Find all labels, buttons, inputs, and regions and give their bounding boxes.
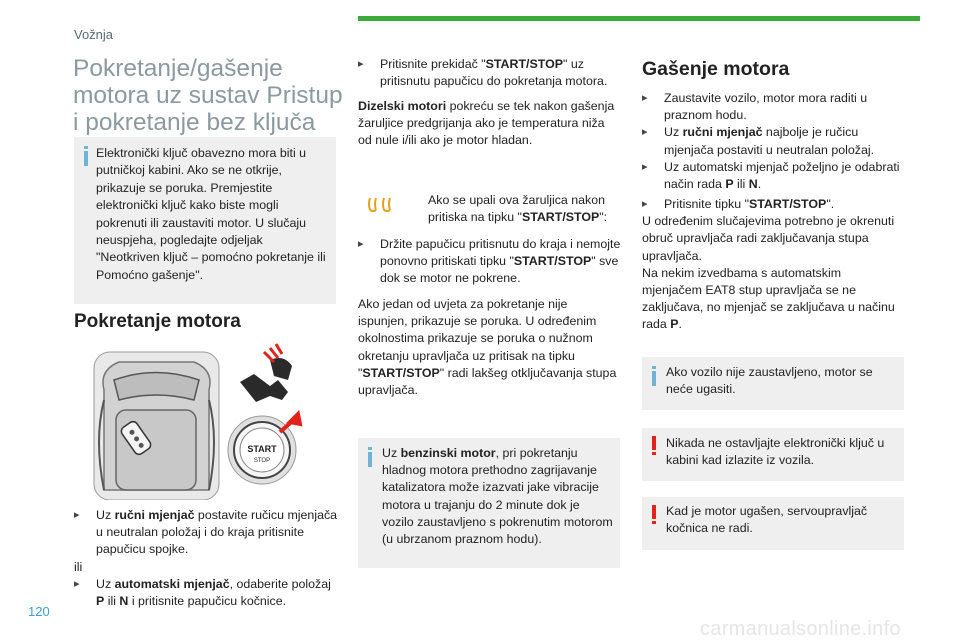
illustration-start-engine <box>74 340 336 500</box>
info-icon <box>368 452 372 467</box>
col2-steps-a <box>358 56 620 90</box>
warning-icon <box>652 505 656 519</box>
arrow-bullet-icon: ▸ <box>74 577 80 590</box>
start-label: START <box>247 444 277 454</box>
info-box-stopped <box>642 357 904 410</box>
arrow-bullet-icon: ▸ <box>642 92 648 104</box>
col2-steps-b <box>358 236 622 288</box>
list-item: ▸ Uz ručni mjenjač postavite ručicu mjenjača u neutralan položaj i do kraja pritisnite papučicu spojke. <box>74 508 338 557</box>
list-item: ▸ Uz automatski mjenjač, odaberite položaj P ili N i pritisnite papučicu kočnice. <box>74 576 331 609</box>
warning-text-brake: Kad je motor ugašen, servoupravljač kočnica ne radi. <box>666 504 868 536</box>
info-text-petrol: Uz benzinski motor, pri pokretanju hladnog motora prethodno zagrijavanje katalizatora može izazvati jake vibracije motora u trajanju do 2 minute dok je vozilo zaustavljeno s pokrenutim motorom (u ubrzanom praznom hodu). <box>382 446 613 547</box>
info-text-key: Elektronički ključ obavezno mora biti u putničkoj kabini. Ako se ne otkrije, prikazuje se poruka. Premjestite elektronički ključ kako biste mogli pokrenuti ili zaustaviti motor. U slučaju neuspjeha, pogledajte odjeljak "Neotkriven ključ – pomoćno pokretanje ili Pomoćno gašenje". <box>96 146 326 282</box>
warning-box-key <box>642 428 904 481</box>
info-icon <box>652 371 656 386</box>
eat8-paragraph: Na nekim izvedbama s automatskim mjenjačem EAT8 stup upravljača se ne zaključava, no mjenjač se zaključava u načinu rada P. <box>642 265 895 332</box>
list-item: ▸ Držite papučicu pritisnutu do kraja i nemojte ponovno pritiskati tipku "START/STOP" sve dok se motor ne pokrene. <box>358 237 621 286</box>
arrow-bullet-icon: ▸ <box>642 160 648 173</box>
list-item: ▸ Uz ručni mjenjač najbolje je ručicu mjenjača postaviti u neutralan položaj. <box>642 125 875 157</box>
col1-steps <box>74 507 338 610</box>
section-accent-bar <box>358 16 920 21</box>
list-item: ▸ Uz automatski mjenjač poželjno je odabrati način rada P ili N. <box>642 159 900 192</box>
arrow-bullet-icon: ▸ <box>642 126 648 139</box>
info-box-key <box>74 137 336 304</box>
arrow-bullet-icon: ▸ <box>358 58 364 70</box>
list-item: ▸ Zaustavite vozilo, motor mora raditi u praznom hodu. <box>642 91 868 123</box>
col3-steps <box>642 90 904 193</box>
section-header: Vožnja <box>74 27 114 42</box>
warning-text-key: Nikada ne ostavljajte elektronički ključ u kabini kad izlazite iz vozila. <box>666 436 885 468</box>
conditions-paragraph: Ako jedan od uvjeta za pokretanje nije ispunjen, prikazuje se poruka. U određenim okolnostima prikazuje se poruka o nužnom okretanju upravljača uz pritisak na tipku "START/STOP" radi lakšeg otključavanja stupa upravljača. <box>358 297 617 398</box>
arrow-bullet-icon: ▸ <box>642 198 648 210</box>
start-stop-button-icon <box>228 414 300 484</box>
subtitle-stop-engine: Gašenje motora <box>642 58 790 80</box>
arrow-bullet-icon: ▸ <box>74 509 80 521</box>
page-title: Pokretanje/gašenje motora uz sustav Pristup i pokretanje bez ključa <box>73 55 343 136</box>
watermark: carmanualsonline.info <box>700 618 901 640</box>
car-top-view-icon <box>74 340 219 500</box>
list-item: ▸ Pritisnite prekidač "START/STOP" uz pritisnutu papučicu do pokretanja motora. <box>358 57 608 89</box>
stop-label: STOP <box>253 458 271 464</box>
warning-box-brake <box>642 497 904 550</box>
arrow-bullet-icon: ▸ <box>358 238 364 250</box>
subtitle-start-engine: Pokretanje motora <box>74 311 241 332</box>
warning-icon <box>652 436 656 450</box>
info-icon <box>84 151 88 166</box>
info-box-petrol <box>358 438 620 568</box>
or-label: ili <box>74 559 83 574</box>
glow-plug-text: Ako se upali ova žaruljica nakon pritiska na tipku "START/STOP": <box>428 193 608 225</box>
col3-step-press <box>642 196 904 334</box>
glow-plug-icon <box>366 196 394 212</box>
steering-paragraph: U određenim slučajevima potrebno je okrenuti obruč upravljača radi zaključavanja stupa upravljača. <box>642 214 895 263</box>
list-item: ▸ Pritisnite tipku "START/STOP". <box>642 196 904 213</box>
info-text-stopped: Ako vozilo nije zaustavljeno, motor se neće ugasiti. <box>666 365 873 397</box>
foot-pedal-icon <box>240 344 292 402</box>
diesel-paragraph: Dizelski motori pokreću se tek nakon gašenja žaruljice predgrijanja ako je temperatura niža od nule i/ili ako je motor hladan. <box>358 99 615 148</box>
page-number: 120 <box>28 604 50 619</box>
